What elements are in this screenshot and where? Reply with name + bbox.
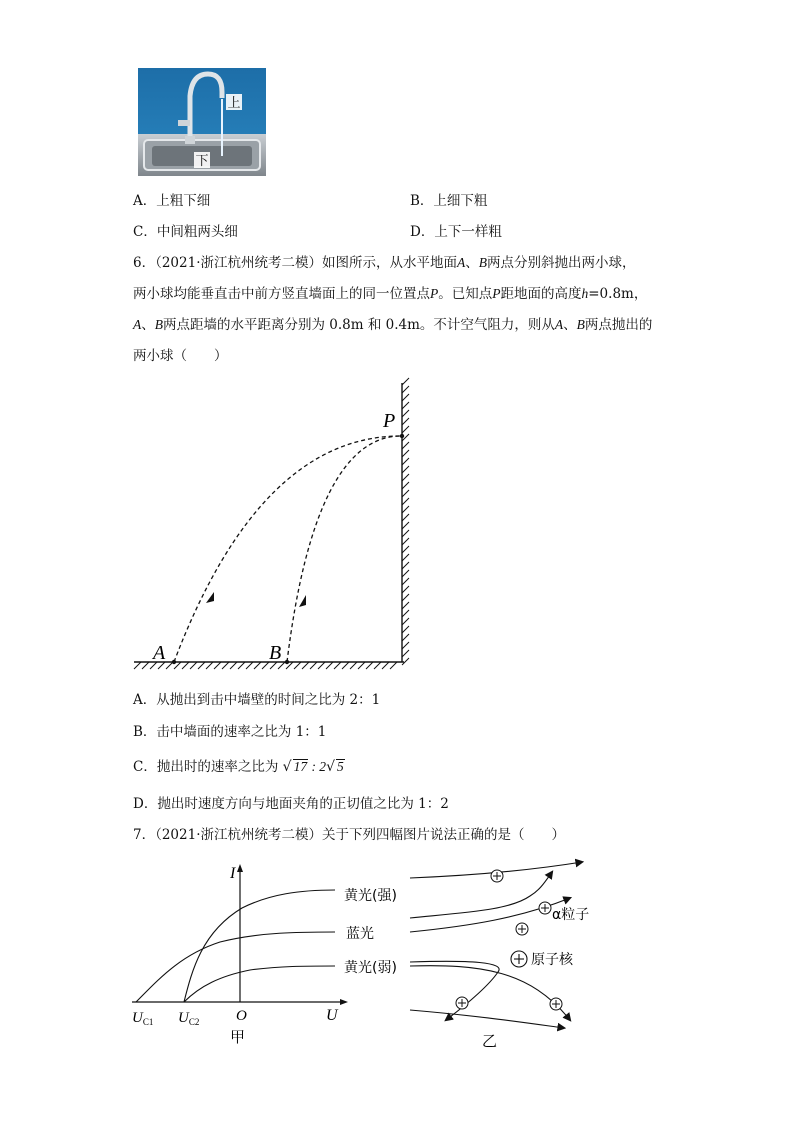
- point-a: [172, 660, 176, 664]
- nucleus-label: 原子核: [531, 952, 573, 968]
- q5-option-b[interactable]: [410, 191, 487, 211]
- trajectory-b: [287, 436, 402, 662]
- curve-label-blue: 蓝光: [346, 926, 374, 942]
- q6-projectile-figure: [130, 375, 420, 679]
- point-p: [400, 434, 404, 438]
- q7-figure-yi: [400, 852, 600, 1056]
- wall-hatching: [402, 378, 409, 665]
- curve-blue: [136, 932, 335, 1002]
- curve-label-yellow-strong: 黄光(强): [344, 888, 397, 904]
- q6-stem-line-2: 两小球均能垂直击中前方竖直墙面上的同一位置点P。已知点P距地面的高度h=0.8m，: [133, 286, 648, 302]
- uc1-label: $U_{C1}$: [132, 1010, 154, 1027]
- alpha-label: α粒子: [552, 907, 590, 923]
- photo-label-top: 上: [227, 96, 241, 111]
- label-a: A: [153, 642, 166, 664]
- q6-option-c[interactable]: C．抛出时的速率之比为 √ 17 : 2√ 5: [133, 759, 344, 775]
- alpha-particle-icons: [456, 870, 562, 1010]
- q5-option-a[interactable]: [133, 191, 210, 211]
- y-axis-arrow-icon: [237, 864, 243, 872]
- alpha-plus-signs: [458, 872, 560, 1008]
- option-key: B．: [410, 193, 434, 209]
- arrow-b-icon: [299, 595, 306, 607]
- faucet-photo: [138, 68, 266, 176]
- q7-stem: 7．（2021·浙江杭州统考二模）关于下列四幅图片说法正确的是（ ）: [133, 827, 565, 843]
- q5-option-d[interactable]: [410, 222, 502, 242]
- q6-option-a[interactable]: A．从抛出到击中墙壁的时间之比为 2：1: [133, 692, 381, 708]
- option-text: 中间粗两头细: [156, 224, 238, 240]
- x-axis-label: U: [326, 1007, 338, 1024]
- uc2-label: $U_{C2}$: [178, 1010, 200, 1027]
- option-key: D．: [410, 224, 435, 240]
- option-key: C．: [133, 224, 157, 240]
- caption-jia: 甲: [230, 1028, 246, 1046]
- curve-label-yellow-weak: 黄光(弱): [344, 960, 397, 976]
- origin-label: O: [236, 1008, 247, 1024]
- option-text: 上下一样粗: [434, 224, 502, 240]
- photo-label-bottom: 下: [195, 154, 209, 169]
- q6-stem-line-3: A、B两点距墙的水平距离分别为 0.8m 和 0.4m。不计空气阻力，则从A、B两点抛出的: [133, 317, 653, 333]
- label-p: P: [383, 410, 396, 432]
- option-text: 上细下粗: [433, 193, 488, 209]
- q6-option-d[interactable]: D．抛出时速度方向与地面夹角的正切值之比为 1：2: [133, 796, 449, 812]
- q6-stem-line-4: 两小球（ ）: [133, 348, 228, 364]
- q6-stem-line-1: 6．（2021·浙江杭州统考二模）如图所示，从水平地面A、B两点分别斜抛出两小球，: [133, 255, 636, 271]
- trajectory-a: [174, 436, 402, 662]
- q7-figure-jia: [130, 860, 397, 1054]
- alpha-path-6: [410, 1010, 564, 1028]
- arrow-a-icon: [206, 592, 214, 603]
- curve-yellow-weak: [184, 966, 335, 1002]
- option-text: 上粗下细: [156, 193, 211, 209]
- q6-option-b[interactable]: B．击中墙面的速率之比为 1：1: [133, 724, 327, 740]
- y-axis-label: I: [230, 865, 236, 882]
- q5-option-c[interactable]: [133, 222, 238, 242]
- label-b: B: [269, 642, 282, 664]
- x-axis-arrow-icon: [340, 999, 348, 1005]
- option-key: A．: [133, 193, 157, 209]
- point-b: [285, 660, 289, 664]
- caption-yi: 乙: [482, 1032, 498, 1050]
